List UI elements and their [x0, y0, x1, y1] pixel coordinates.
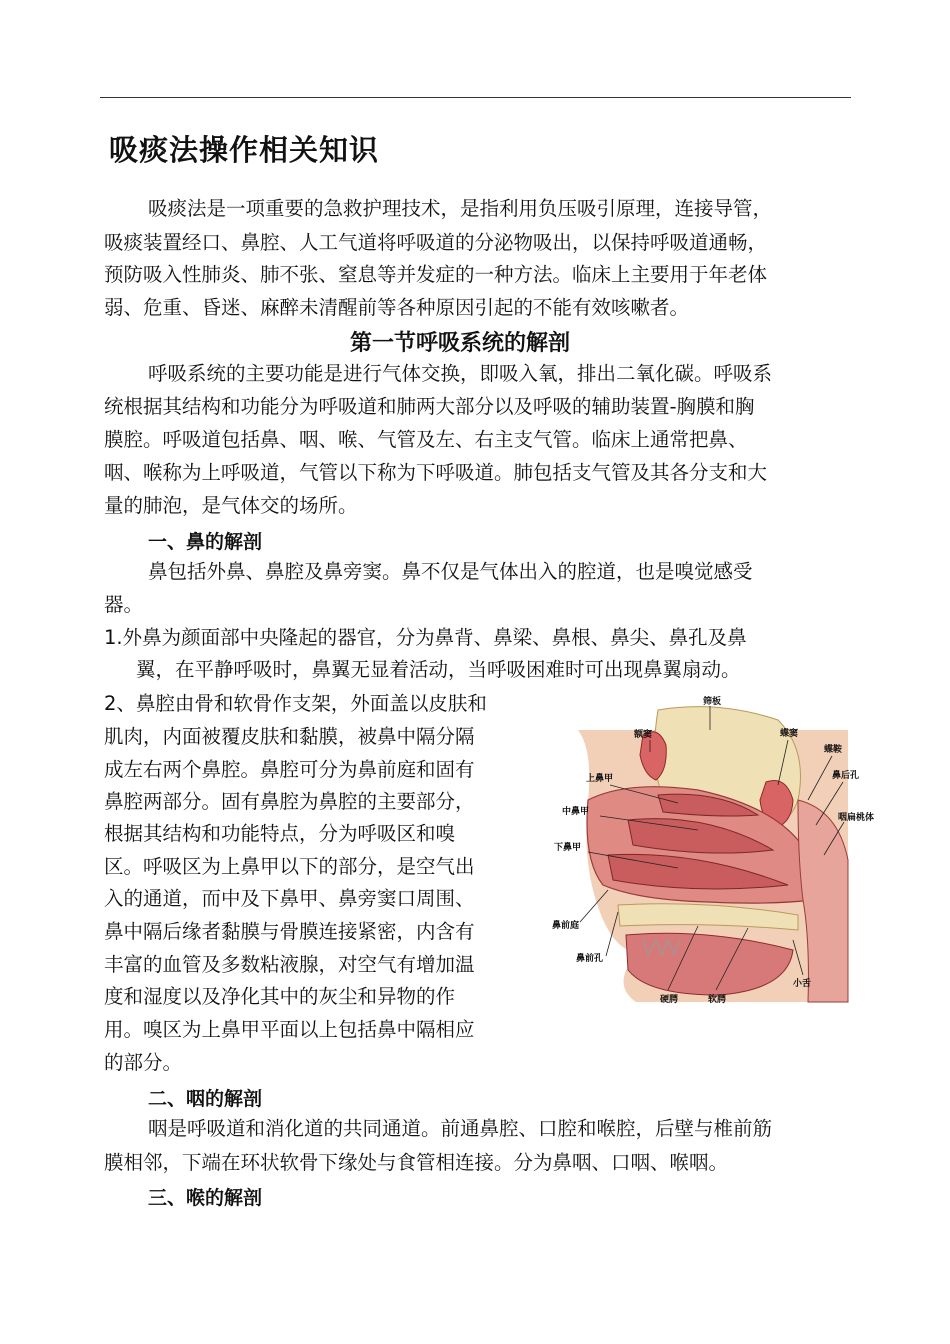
figure-label-cribriform: 筛板 — [703, 697, 722, 707]
section-line: 咽、喉称为上呼吸道，气管以下称为下呼吸道。肺包括支气管及其各分支和大 — [104, 461, 768, 484]
section-line: 膜腔。呼吸道包括鼻、咽、喉、气管及左、右主支气管。临床上通常把鼻、 — [104, 428, 748, 451]
cavity-line: 度和湿度以及净化其中的灰尘和异物的作 — [104, 985, 456, 1008]
section-title: 第一节呼吸系统的解剖 — [350, 331, 571, 356]
nasal-cavity-figure — [548, 690, 891, 1017]
section-line: 统根据其结构和功能分为呼吸道和肺两大部分以及呼吸的辅助装置-胸膜和胸 — [104, 395, 755, 418]
figure-label-pharyngeal-tonsil: 咽扁桃体 — [838, 813, 875, 823]
cavity-line: 鼻腔两部分。固有鼻腔为鼻腔的主要部分， — [104, 790, 475, 813]
cavity-line: 根据其结构和功能特点，分为呼吸区和嗅 — [104, 822, 456, 845]
cavity-line: 丰富的血管及多数粘液腺，对空气有增加温 — [104, 953, 475, 976]
pharynx-heading: 二、咽的解剖 — [148, 1088, 263, 1110]
nose-line: 翼，在平静呼吸时，鼻翼无显着活动，当呼吸困难时可出现鼻翼扇动。 — [136, 658, 741, 681]
header-rule — [100, 97, 851, 98]
pharynx-line: 咽是呼吸道和消化道的共同通道。前通鼻腔、口腔和喉腔，后壁与椎前筋 — [148, 1117, 773, 1140]
intro-line: 弱、危重、昏迷、麻醉未清醒前等各种原因引起的不能有效咳嗽者。 — [104, 296, 690, 319]
cavity-line: 的部分。 — [104, 1051, 183, 1074]
nose-line: 鼻包括外鼻、鼻腔及鼻旁窦。鼻不仅是气体出入的腔道，也是嗅觉感受 — [148, 560, 753, 583]
document-title: 吸痰法操作相关知识 — [109, 133, 380, 167]
figure-label-soft-palate: 软腭 — [708, 995, 727, 1005]
figure-label-nasal-vestibule: 鼻前庭 — [552, 921, 580, 931]
figure-label-inferior-turbinate: 下鼻甲 — [554, 843, 582, 853]
cavity-line: 成左右两个鼻腔。鼻腔可分为鼻前庭和固有 — [104, 758, 475, 781]
pharynx-line: 膜相邻，下端在环状软骨下缘处与食管相连接。分为鼻咽、口咽、喉咽。 — [104, 1151, 729, 1174]
nose-line: 器。 — [104, 593, 144, 616]
figure-label-posterior-nares: 鼻后孔 — [832, 771, 860, 781]
nose-heading: 一、鼻的解剖 — [148, 531, 263, 553]
intro-line: 吸痰法是一项重要的急救护理技术，是指利用负压吸引原理，连接导管， — [148, 197, 773, 220]
intro-line: 吸痰装置经口、鼻腔、人工气道将呼吸道的分泌物吸出，以保持呼吸道通畅， — [104, 231, 768, 254]
figure-label-frontal-sinus: 额窦 — [634, 730, 653, 740]
larynx-heading: 三、喉的解剖 — [148, 1187, 263, 1209]
figure-label-hard-palate: 硬腭 — [660, 995, 679, 1005]
figure-label-superior-turbinate: 上鼻甲 — [586, 774, 614, 784]
intro-line: 预防吸入性肺炎、肺不张、窒息等并发症的一种方法。临床上主要用于年老体 — [104, 263, 768, 286]
cavity-line: 用。嗅区为上鼻甲平面以上包括鼻中隔相应 — [104, 1018, 475, 1041]
cavity-line: 2、鼻腔由骨和软骨作支架，外面盖以皮肤和 — [104, 692, 487, 715]
cavity-line: 区。呼吸区为上鼻甲以下的部分，是空气出 — [104, 855, 475, 878]
cavity-line: 肌肉，内面被覆皮肤和黏膜，被鼻中隔分隔 — [104, 725, 475, 748]
figure-label-sphenoid-bone: 蝶鞍 — [824, 745, 843, 755]
figure-label-middle-turbinate: 中鼻甲 — [562, 807, 590, 817]
cavity-line: 入的通道，而中及下鼻甲、鼻旁窦口周围、 — [104, 887, 475, 910]
figure-label-uvula: 小舌 — [793, 979, 812, 989]
cavity-line: 鼻中隔后缘者黏膜与骨膜连接紧密，内含有 — [104, 920, 475, 943]
figure-label-sphenoid-sinus: 蝶窦 — [780, 729, 799, 739]
section-line: 量的肺泡，是气体交的场所。 — [104, 494, 358, 517]
section-line: 呼吸系统的主要功能是进行气体交换，即吸入氧，排出二氧化碳。呼吸系 — [148, 362, 773, 385]
figure-label-anterior-nares: 鼻前孔 — [576, 954, 604, 964]
nose-line: 1.外鼻为颜面部中央隆起的器官，分为鼻背、鼻梁、鼻根、鼻尖、鼻孔及鼻 — [104, 626, 747, 649]
